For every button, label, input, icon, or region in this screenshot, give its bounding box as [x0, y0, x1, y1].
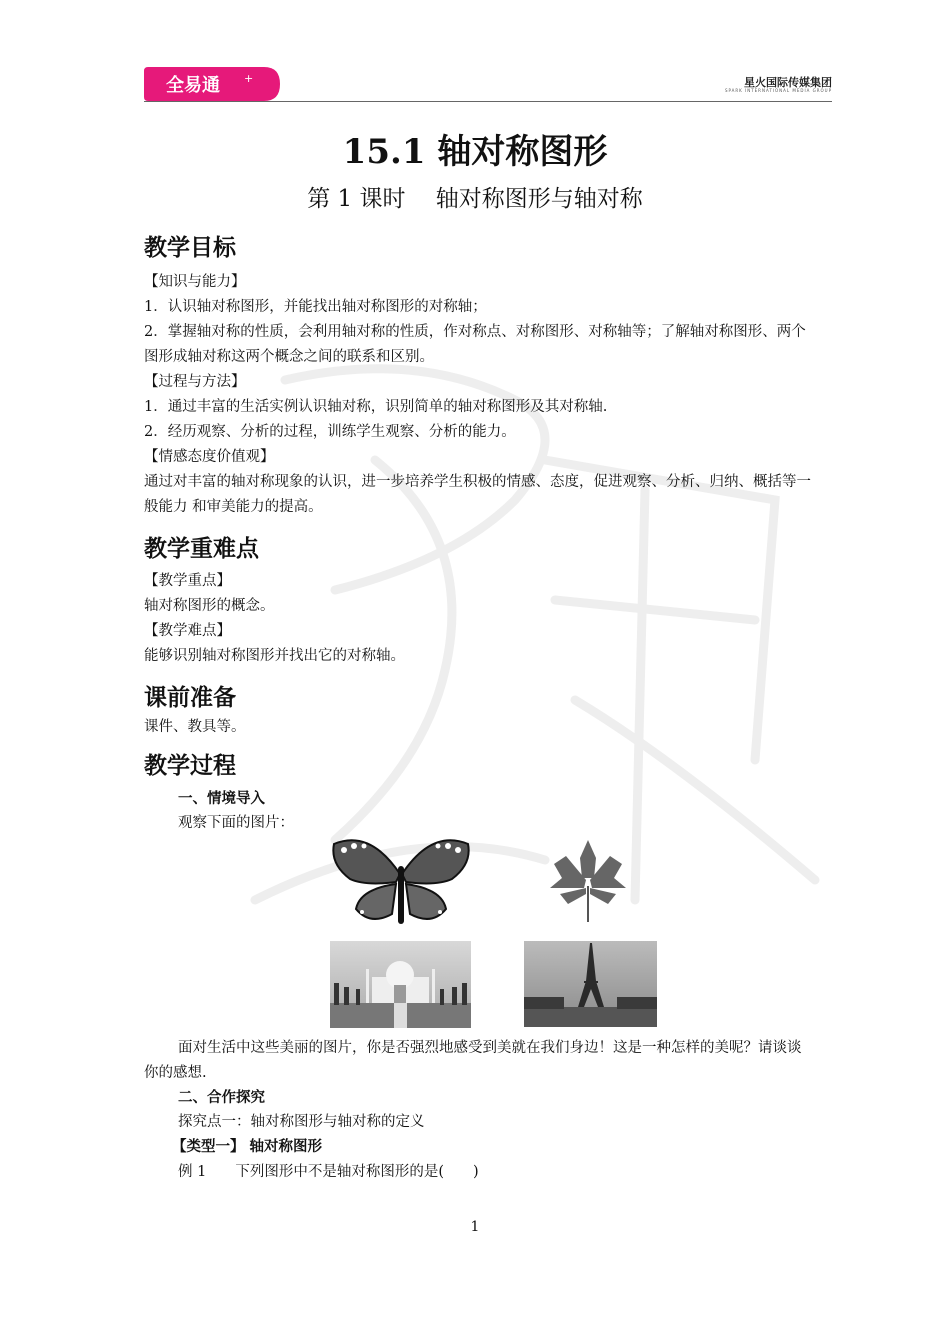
reflection-text: 面对生活中这些美丽的图片，你是否强烈地感受到美就在我们身边！这是一种怎样的美呢？请谈谈你的感想.	[144, 1040, 802, 1081]
type1-title: 【类型一】 轴对称图形	[172, 1139, 323, 1155]
heading-process: 教学过程	[144, 753, 236, 779]
taj-mahal-image	[330, 941, 471, 1028]
svg-text:+: +	[244, 72, 254, 85]
part2-title: 二、合作探究	[178, 1090, 265, 1106]
leaf-image	[548, 838, 628, 924]
part1-text: 观察下面的图片：	[178, 815, 294, 831]
process-item-1: 1．通过丰富的生活实例认识轴对称，识别简单的轴对称图形及其对称轴.	[144, 399, 608, 415]
eiffel-tower-image	[524, 941, 657, 1027]
butterfly-image	[330, 834, 472, 928]
heading-prep: 课前准备	[144, 685, 236, 711]
label-focus: 【教学重点】	[144, 573, 231, 589]
difficulty-text: 能够识别轴对称图形并找出它的对称轴。	[144, 648, 405, 664]
focus-text: 轴对称图形的概念。	[144, 598, 275, 614]
label-knowledge: 【知识与能力】	[144, 274, 246, 290]
brand-subtitle: SPARK INTERNATIONAL MEDIA GROUP	[724, 88, 832, 93]
heading-key-points: 教学重难点	[144, 536, 259, 562]
logo	[144, 67, 280, 101]
emotion-text: 通过对丰富的轴对称现象的认识，进一步培养学生积极的情感、态度，促进观察、分析、归纳、概括等一般能力 和审美能力的提高。	[144, 474, 811, 515]
knowledge-item-1: 1．认识轴对称图形，并能找出轴对称图形的对称轴；	[144, 299, 487, 315]
heading-goals: 教学目标	[144, 235, 236, 261]
prep-text: 课件、教具等。	[144, 719, 246, 735]
part1-title: 一、情境导入	[178, 791, 265, 807]
page-subtitle: 第 1 课时 轴对称图形与轴对称	[307, 186, 643, 212]
page-number: 1	[470, 1219, 480, 1235]
knowledge-item-2: 2．掌握轴对称的性质，会利用轴对称的性质，作对称点、对称图形、对称轴等；了解轴对称图形、两个图形成轴对称这两个概念之间的联系和区别。	[144, 324, 806, 365]
header-divider	[144, 101, 832, 102]
label-difficulty: 【教学难点】	[144, 623, 231, 639]
example1-text: 例 1 下列图形中不是轴对称图形的是( )	[178, 1164, 479, 1180]
process-item-2: 2．经历观察、分析的过程，训练学生观察、分析的能力。	[144, 424, 516, 440]
label-process: 【过程与方法】	[144, 374, 246, 390]
brand-name: 星火国际传媒集团	[744, 76, 832, 89]
page-title: 15.1 轴对称图形	[342, 132, 608, 172]
label-emotion: 【情感态度价值观】	[144, 449, 275, 465]
explore-point: 探究点一：轴对称图形与轴对称的定义	[178, 1114, 425, 1130]
logo-text: 全易通	[166, 75, 220, 96]
